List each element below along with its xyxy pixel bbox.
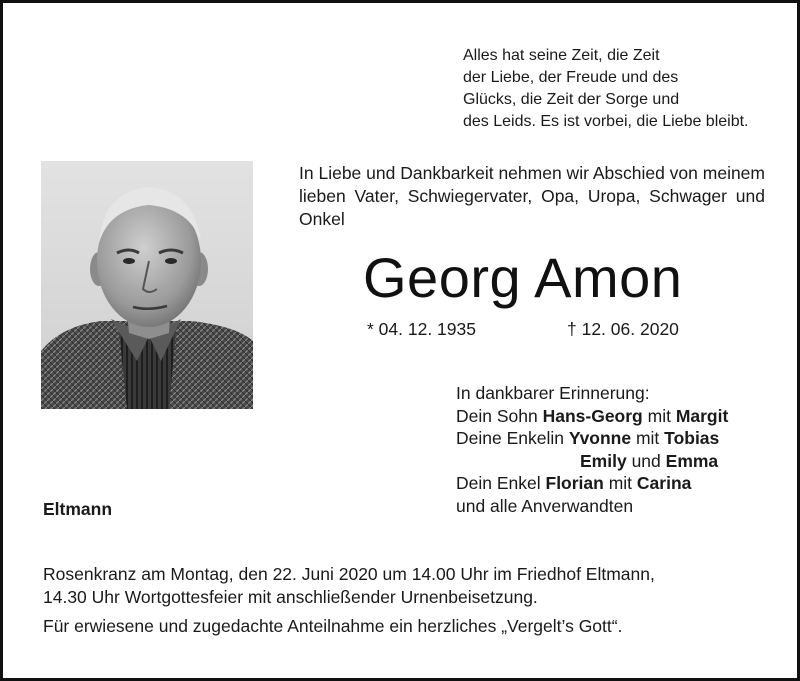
mourner-line: Dein Sohn Hans-Georg mit Margit	[456, 405, 729, 426]
death-date: † 12. 06. 2020	[567, 319, 679, 339]
intro-text: In Liebe und Dankbarkeit nehmen wir Abschied von meinem lieben Vater, Schwiegervater, Opa, Uropa, Schwager und Onkel	[299, 163, 765, 229]
quote-text: Alles hat seine Zeit, die Zeit der Liebe, der Freude und des Glücks, die Zeit der Sorge und des Leids. Es ist vorbei, die Liebe bleibt.	[463, 47, 749, 130]
mourner-name: Hans-Georg	[542, 405, 643, 426]
memorial-heading: In dankbarer Erinnerung:	[456, 383, 650, 403]
deceased-name: Georg Amon	[363, 246, 683, 309]
mourner-line: Dein Enkel Florian mit Carina	[456, 473, 692, 493]
place-name: Eltmann	[43, 499, 113, 519]
mourner-name: Emily	[580, 450, 627, 471]
mourner-line: Deine Enkelin Yvonne mit Tobias	[456, 428, 720, 448]
mourner-name: Emma	[665, 450, 719, 471]
thanks-text: Für erwiesene und zugedachte Anteilnahme ein herzliches „Vergelt’s Gott“.	[43, 616, 623, 636]
life-dates	[367, 319, 679, 340]
mourner-line: und alle Anverwandten	[456, 495, 634, 516]
mourner-name: Florian	[545, 473, 604, 493]
mourner-name: Tobias	[664, 428, 720, 448]
mourner-name: Margit	[675, 405, 729, 426]
memorial-block	[456, 382, 728, 517]
portrait-photo	[41, 161, 253, 409]
service-info: Rosenkranz am Montag, den 22. Juni 2020 um 14.00 Uhr im Friedhof Eltmann, 14.30 Uhr Wortgottesfeier mit anschließender Urnenbeisetzung.	[43, 564, 655, 607]
mourner-name: Yvonne	[568, 428, 632, 448]
birth-date: * 04. 12. 1935	[367, 319, 476, 339]
mourner-line: Emily und Emma	[580, 450, 719, 471]
mourner-name: Carina	[636, 473, 692, 493]
